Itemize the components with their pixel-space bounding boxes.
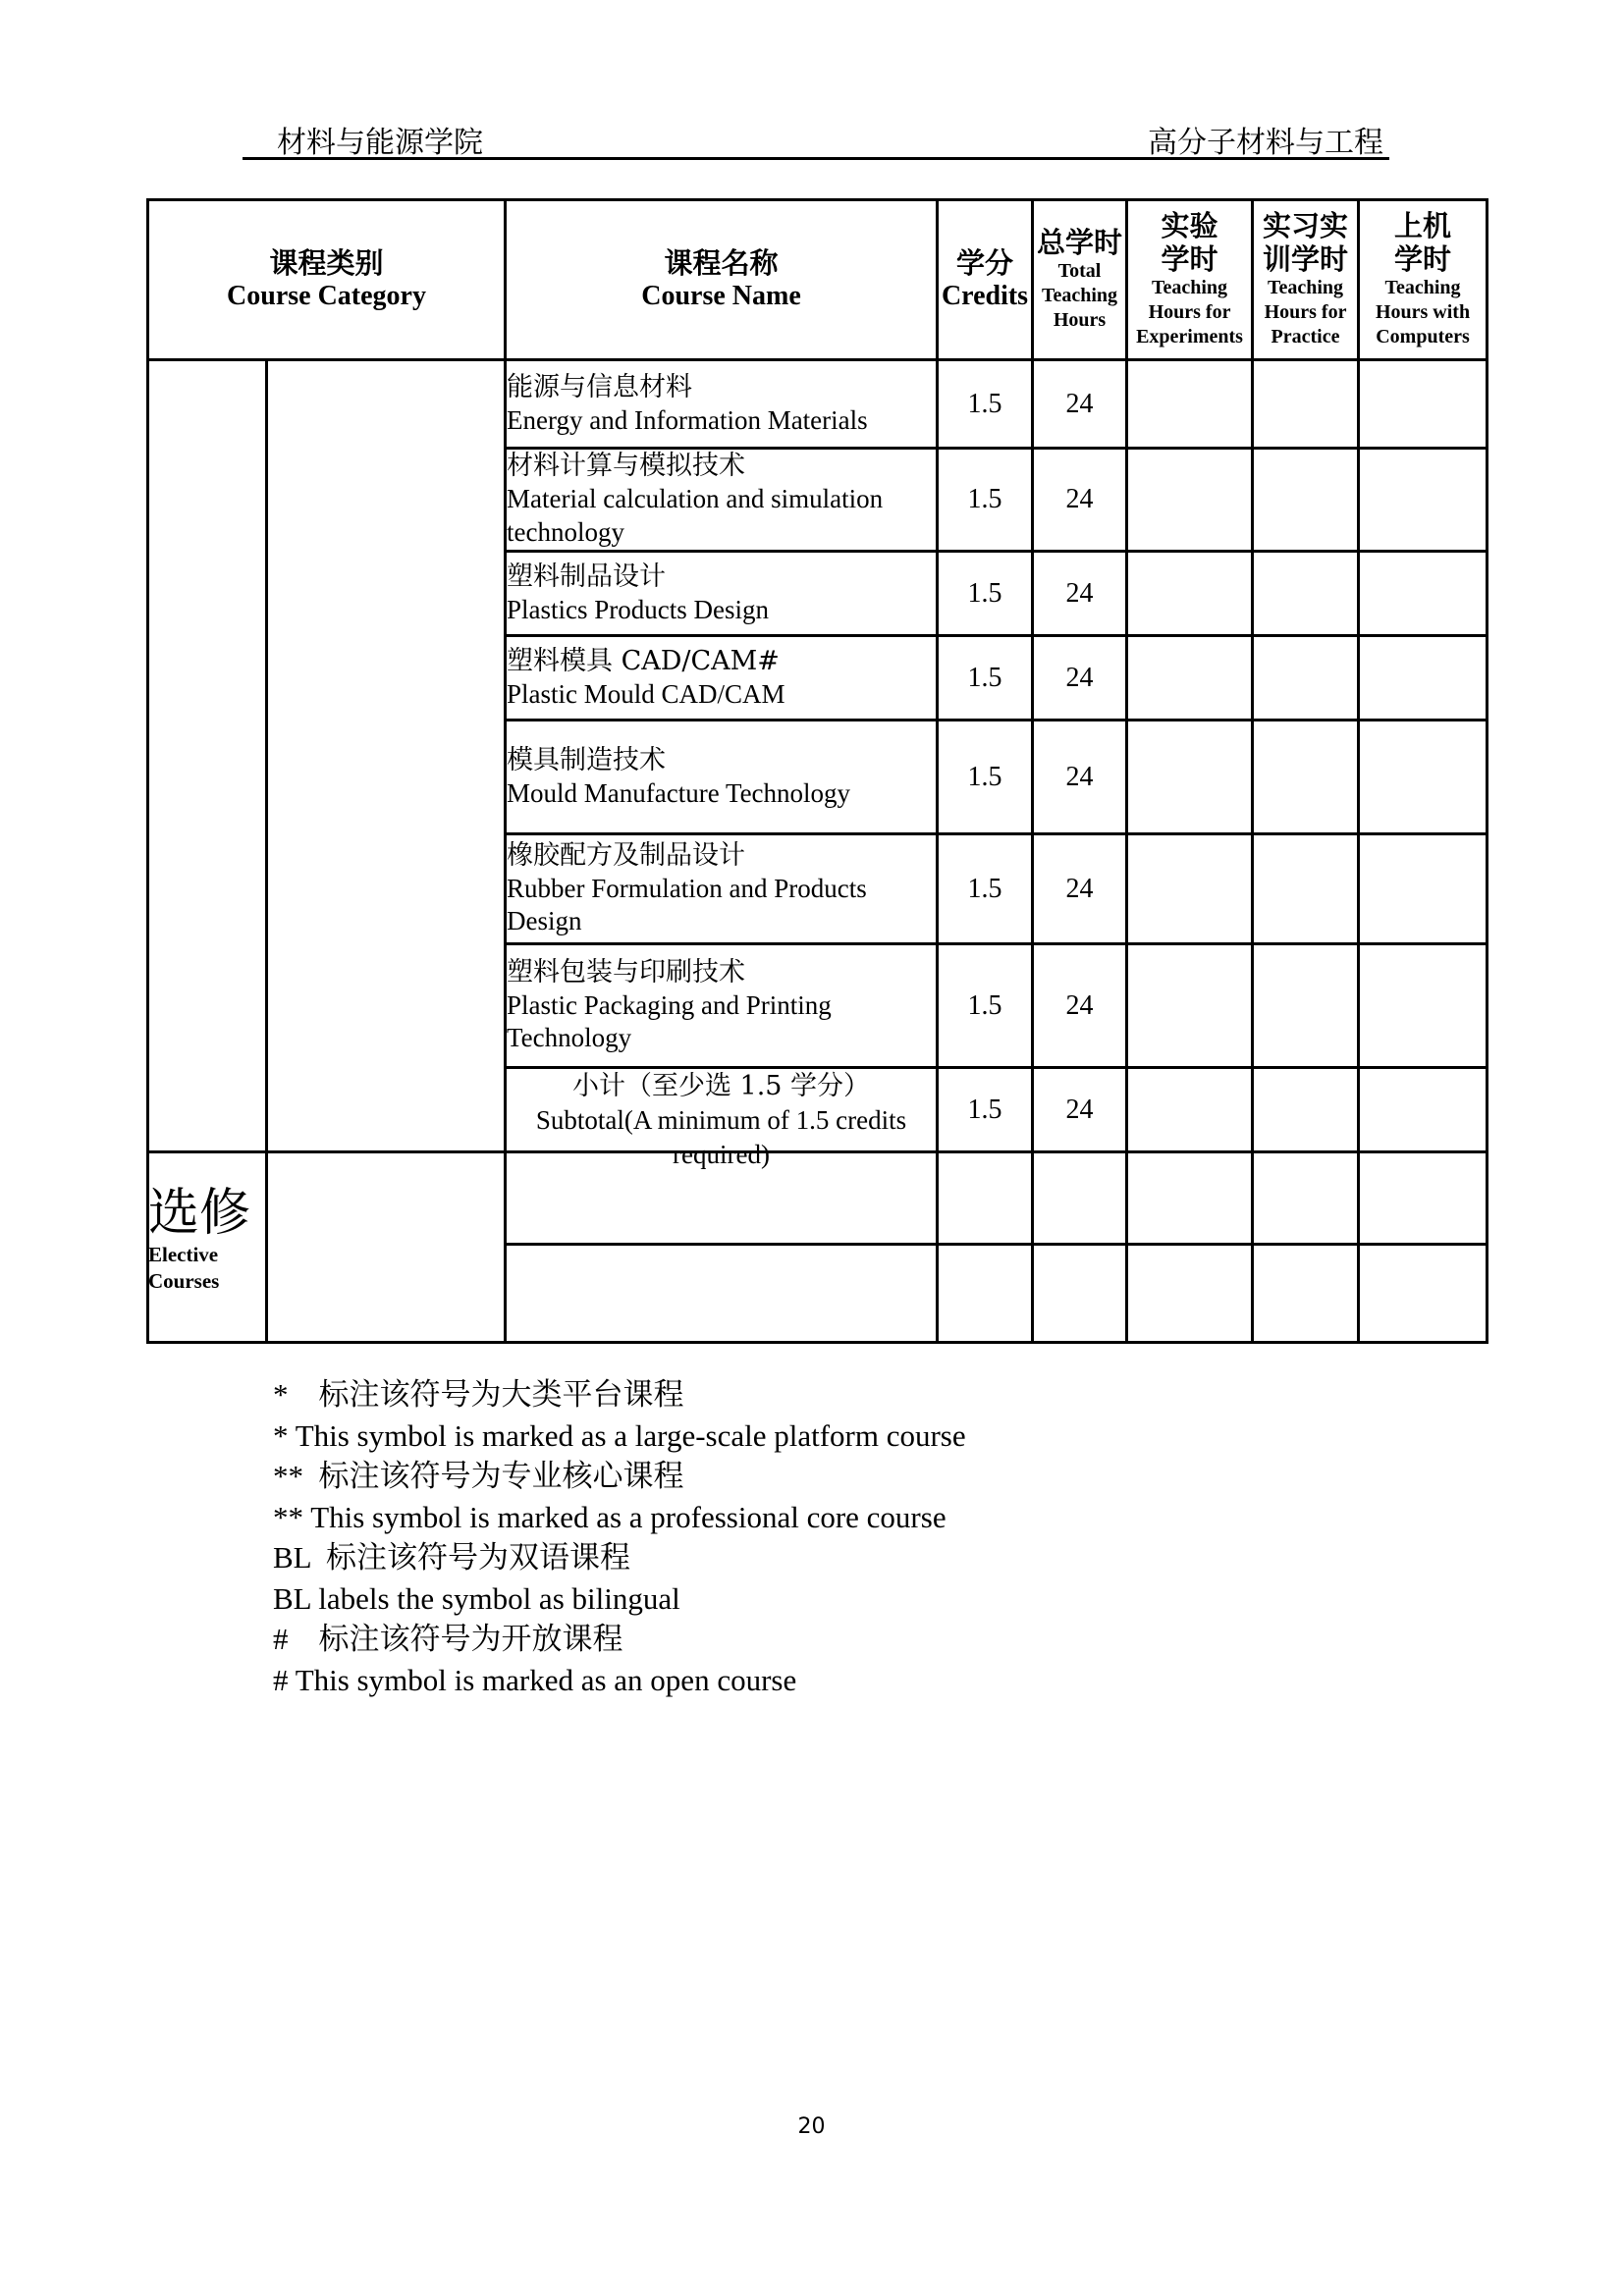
course-credits: 1.5 <box>938 944 1033 1068</box>
course-name: 塑料制品设计 Plastics Products Design <box>506 552 938 636</box>
note-line: * This symbol is marked as a large-scale platform course <box>273 1417 966 1453</box>
symbol-notes <box>273 1374 966 1700</box>
course-name: 材料计算与模拟技术 Material calculation and simulation technology <box>506 449 938 552</box>
header-category: 课程类别 Course Category <box>148 200 506 360</box>
course-name: 塑料包装与印刷技术 Plastic Packaging and Printing Technology <box>506 944 938 1068</box>
course-credits: 1.5 <box>938 360 1033 449</box>
course-name: 能源与信息材料 Energy and Information Materials <box>506 360 938 449</box>
course-hours: 24 <box>1033 944 1127 1068</box>
header-practice-hours: 实习实 训学时 Teaching Hours for Practice <box>1253 200 1359 360</box>
subtotal-credits: 1.5 <box>938 1068 1033 1152</box>
note-line: * 标注该符号为大类平台课程 <box>273 1377 684 1412</box>
note-line: # 标注该符号为开放课程 <box>273 1622 623 1656</box>
course-credits: 1.5 <box>938 834 1033 944</box>
category-cell <box>148 360 267 1152</box>
header-row <box>148 200 1488 360</box>
page-number: 20 <box>797 2114 826 2139</box>
course-hours: 24 <box>1033 636 1127 721</box>
course-credits: 1.5 <box>938 552 1033 636</box>
course-hours: 24 <box>1033 552 1127 636</box>
subtotal-hours: 24 <box>1033 1068 1127 1152</box>
school-name: 材料与能源学院 <box>277 126 483 160</box>
note-line: # This symbol is marked as an open course <box>273 1662 797 1697</box>
course-name: 橡胶配方及制品设计 Rubber Formulation and Products Design <box>506 834 938 944</box>
course-table <box>146 198 1488 1344</box>
note-line: BL labels the symbol as bilingual <box>273 1580 680 1616</box>
course-hours: 24 <box>1033 721 1127 834</box>
subcategory-cell <box>267 360 506 1152</box>
course-credits: 1.5 <box>938 721 1033 834</box>
elective-subcategory-cell <box>267 1152 506 1343</box>
page-header <box>243 114 1389 160</box>
header-total-hours: 总学时 Total Teaching Hours <box>1033 200 1127 360</box>
note-line: BL 标注该符号为双语课程 <box>273 1540 630 1575</box>
note-line: ** 标注该符号为专业核心课程 <box>273 1459 684 1493</box>
header-credits: 学分 Credits <box>938 200 1033 360</box>
elective-label: 选修 Elective Courses <box>148 1184 251 1294</box>
course-name: 模具制造技术 Mould Manufacture Technology <box>506 721 938 834</box>
course-hours: 24 <box>1033 360 1127 449</box>
table-row <box>148 360 1488 449</box>
course-credits: 1.5 <box>938 449 1033 552</box>
major-name: 高分子材料与工程 <box>1148 126 1383 160</box>
course-hours: 24 <box>1033 449 1127 552</box>
elective-row <box>148 1152 1488 1245</box>
header-experiment-hours: 实验 学时 Teaching Hours for Experiments <box>1127 200 1253 360</box>
note-line: ** This symbol is marked as a professional core course <box>273 1499 947 1534</box>
subtotal-label: 小计（至少选 1.5 学分） Subtotal(A minimum of 1.5 credits required) <box>506 1068 938 1152</box>
course-hours: 24 <box>1033 834 1127 944</box>
course-name: 塑料模具 CAD/CAM# Plastic Mould CAD/CAM <box>506 636 938 721</box>
header-computer-hours: 上机 学时 Teaching Hours with Computers <box>1359 200 1488 360</box>
course-credits: 1.5 <box>938 636 1033 721</box>
header-course-name: 课程名称 Course Name <box>506 200 938 360</box>
